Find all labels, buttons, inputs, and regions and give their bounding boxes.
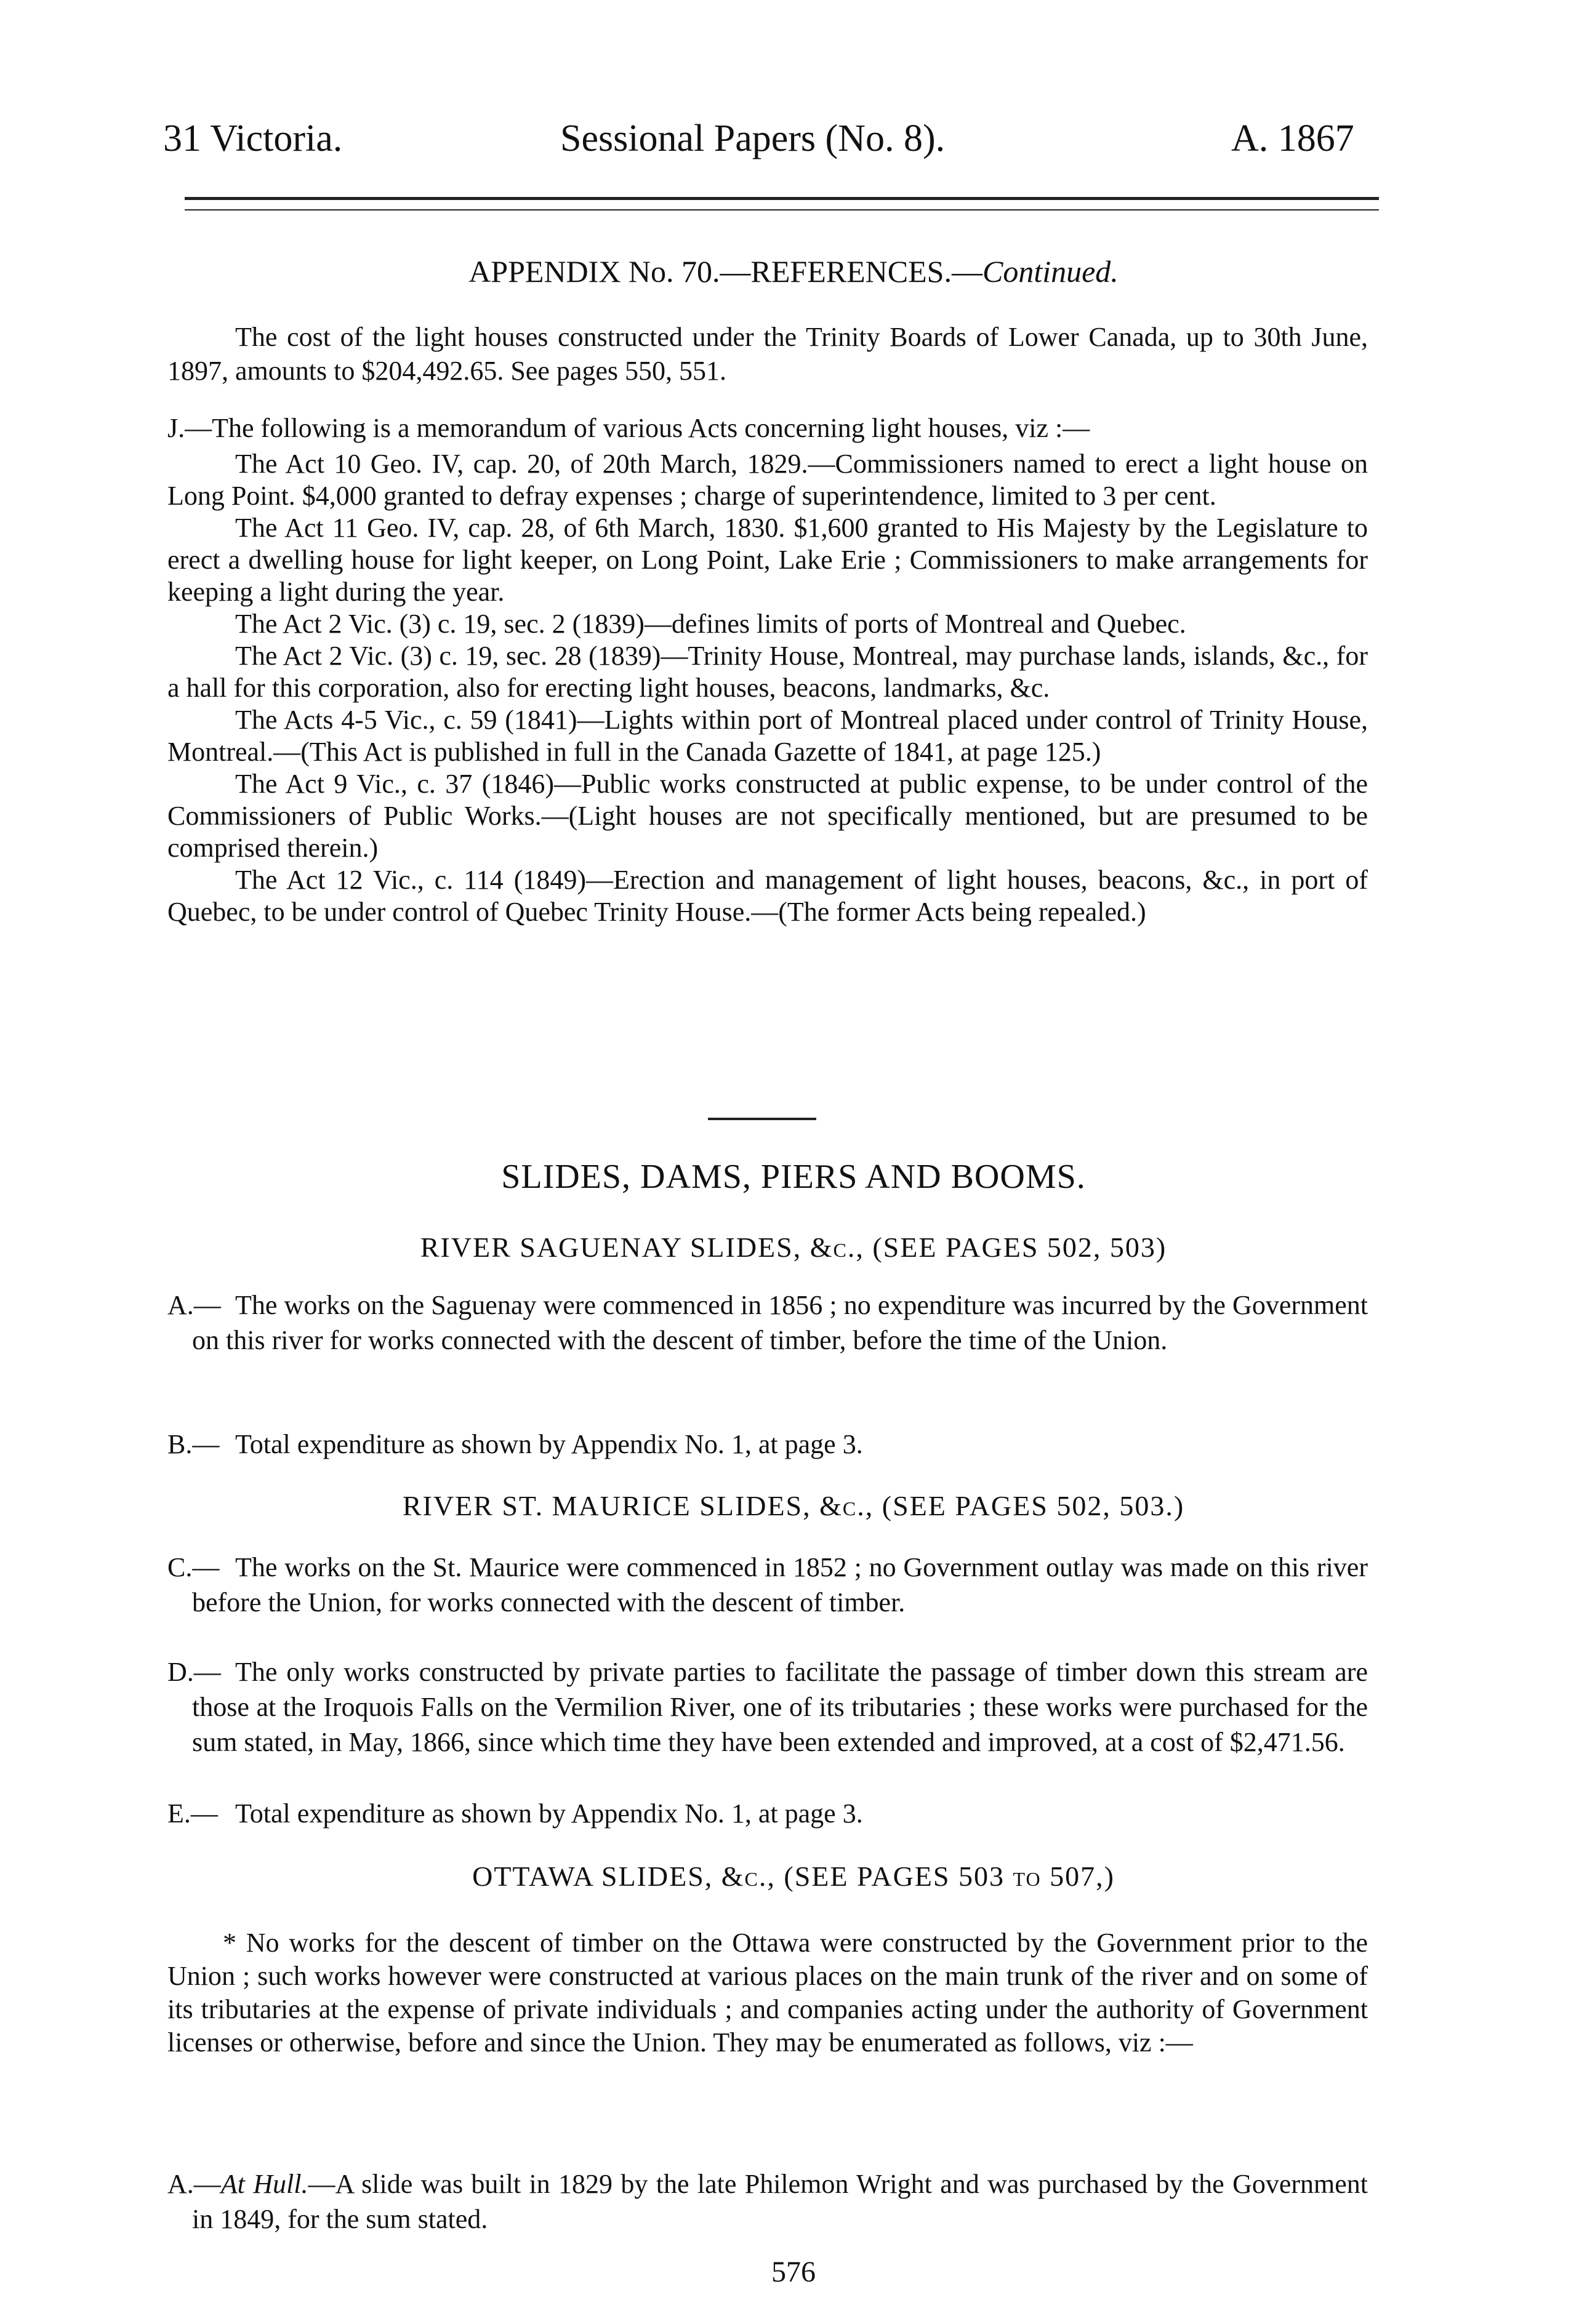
ottawa-note: * No works for the descent of timber on the Ottawa were constructed by the Government prior to the Union ; such works however were constructed at various places on the main trunk of the river and on some of its tributaries at the expense of private individuals ; and companies acting under the authority of Government licenses or otherwise, before and since the Union. They may be enumerated as follows, viz :— bbox=[167, 1928, 1368, 2058]
item-label: B.— bbox=[167, 1429, 220, 1459]
st-maurice-heading: RIVER ST. MAURICE SLIDES, &c., (SEE PAGES 502, 503.) bbox=[402, 1490, 1185, 1521]
appendix-title-continued: Continued. bbox=[982, 254, 1119, 289]
item-label: E.— bbox=[167, 1798, 218, 1829]
item-text: —A slide was built in 1829 by the late Philemon Wright and was purchased by the Government in 1849, for the sum stated. bbox=[192, 2169, 1368, 2234]
header-left: 31 Victoria. bbox=[163, 118, 343, 159]
ottawa-heading: OTTAWA SLIDES, &c., (SEE PAGES 503 to 507,) bbox=[472, 1861, 1115, 1892]
header-right: A. 1867 bbox=[1231, 118, 1354, 159]
page-number: 576 bbox=[771, 2256, 816, 2288]
saguenay-heading: RIVER SAGUENAY SLIDES, &c., (SEE PAGES 502, 503) bbox=[420, 1232, 1167, 1263]
act-item: The Act 2 Vic. (3) c. 19, sec. 2 (1839)—defines limits of ports of Montreal and Quebec. bbox=[235, 609, 1186, 639]
header-rule-thin bbox=[185, 209, 1379, 210]
item-label: C.— bbox=[167, 1552, 220, 1582]
st-maurice-item-c bbox=[167, 1550, 1368, 1620]
appendix-title-main: APPENDIX No. 70.—REFERENCES.— bbox=[468, 254, 982, 289]
item-text: Total expenditure as shown by Appendix No. 1, at page 3. bbox=[235, 1798, 863, 1829]
intro-paragraph: The cost of the light houses constructed under the Trinity Boards of Lower Canada, up to 30th June, 1897, amounts to $204,492.65. See pages 550, 551. bbox=[167, 322, 1368, 386]
act-item: The Act 2 Vic. (3) c. 19, sec. 28 (1839)—Trinity House, Montreal, may purchase lands, islands, &c., for a hall for this corporation, also for erecting light houses, beacons, landmarks, &c. bbox=[167, 641, 1368, 703]
ottawa-item-a-text bbox=[167, 2166, 1368, 2237]
st-maurice-item-e bbox=[167, 1796, 1368, 1831]
item-label: A.— bbox=[167, 1290, 221, 1320]
ottawa-item-a bbox=[167, 2166, 1368, 2237]
act-item: The Act 9 Vic., c. 37 (1846)—Public works constructed at public expense, to be under control of the Commissioners of Public Works.—(Light houses are not specifically mentioned, but are presumed to be comprised therein.) bbox=[167, 769, 1368, 863]
act-item: The Act 12 Vic., c. 114 (1849)—Erection and management of light houses, beacons, &c., in port of Quebec, to be under control of Quebec Trinity House.—(The former Acts being repealed.) bbox=[167, 865, 1368, 927]
header-center: Sessional Papers (No. 8). bbox=[560, 118, 946, 159]
saguenay-item-b bbox=[167, 1427, 1368, 1462]
item-text: The works on the Saguenay were commenced in 1856 ; no expenditure was incurred by the Government on this river for works connected with the descent of timber, before the time of the Union. bbox=[192, 1290, 1368, 1355]
st-maurice-item-d bbox=[167, 1654, 1368, 1760]
appendix-title bbox=[0, 254, 1587, 289]
header-rule-thick bbox=[185, 197, 1379, 200]
section-divider bbox=[708, 1118, 816, 1120]
item-label: A.— bbox=[167, 2169, 221, 2199]
acts-list bbox=[167, 448, 1368, 928]
item-text: The works on the St. Maurice were commenced in 1852 ; no Government outlay was made on this river before the Union, for works connected with the descent of timber. bbox=[192, 1552, 1368, 1617]
item-text: The only works constructed by private parties to facilitate the passage of timber down this stream are those at the Iroquois Falls on the Vermilion River, one of its tributaries ; these works were purchased for the sum stated, in May, 1866, since which time they have been extended and improved, at a cost of $2,471.56. bbox=[192, 1657, 1368, 1757]
item-label: D.— bbox=[167, 1657, 221, 1687]
item-place: At Hull. bbox=[220, 2169, 308, 2199]
saguenay-item-a bbox=[167, 1288, 1368, 1358]
item-text: Total expenditure as shown by Appendix No. 1, at page 3. bbox=[235, 1429, 863, 1459]
act-item: The Act 11 Geo. IV, cap. 28, of 6th March, 1830. $1,600 granted to His Majesty by the Legislature to erect a dwelling house for light keeper, on Long Point, Lake Erie ; Commissioners to make arrangements for keeping a light during the year. bbox=[167, 513, 1368, 607]
act-item: The Act 10 Geo. IV, cap. 20, of 20th March, 1829.—Commissioners named to erect a light house on Long Point. $4,000 granted to defray expenses ; charge of superintendence, limited to 3 per cent. bbox=[167, 449, 1368, 511]
section-title: SLIDES, DAMS, PIERS AND BOOMS. bbox=[501, 1158, 1086, 1196]
act-item: The Acts 4-5 Vic., c. 59 (1841)—Lights within port of Montreal placed under control of Trinity House, Montreal.—(This Act is published in full in the Canada Gazette of 1841, at page 125.) bbox=[167, 705, 1368, 767]
memo-heading: J.—The following is a memorandum of various Acts concerning light houses, viz :— bbox=[167, 413, 1090, 443]
